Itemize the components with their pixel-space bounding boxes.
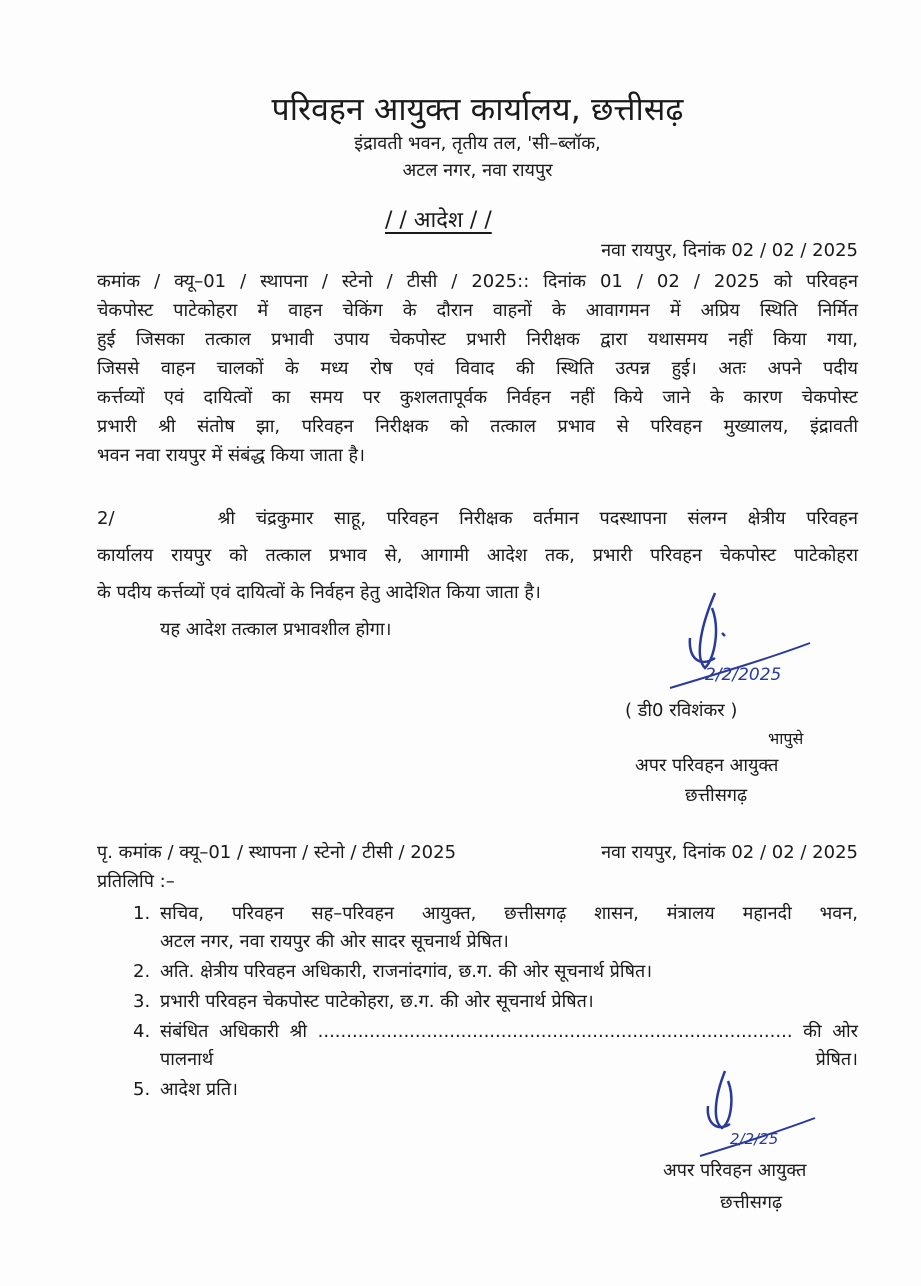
paragraph-line: कमांक / क्यू–01 / स्थापना / स्टेनो / टीसी / 2025:: दिनांक 01 / 02 / 2025 को परिवहन [97,271,858,292]
signatory-name: ( डी0 रविशंकर ) [625,700,738,721]
copy-signatory-block [97,1106,858,1226]
paragraph-1 [97,267,858,470]
paragraph-line: भवन नवा रायपुर में संबंद्ध किया जाता है। [97,445,365,466]
copy-date: नवा रायपुर, दिनांक 02 / 02 / 2025 [601,842,858,863]
order-date: नवा रायपुर, दिनांक 02 / 02 / 2025 [601,240,858,261]
signature-date: 2/2/2025 [705,665,782,685]
signatory-state: छत्तीसगढ़ [685,785,748,806]
order-heading: / / आदेश / / [385,208,492,233]
signature-2 [690,1066,830,1161]
paragraph-line: कार्यालय रायपुर को तत्काल प्रभाव से, आगामी आदेश तक, प्रभारी परिवहन चेकपोस्ट पाटेकोहरा [97,545,858,566]
paragraph-line: जिससे वाहन चालकों के मध्य रोष एवं विवाद की स्थिति उत्पन्न हुई। अतः अपने पदीय [97,358,858,379]
copy-item-text: अटल नगर, नवा रायपुर की ओर सादर सूचनार्थ प्रेषित। [160,931,509,952]
copy-item-text: संबंधित अधिकारी श्री ................................................................................... की ओर पालनार्थ प्रेषित। [160,1021,858,1070]
copy-state: छत्तीसगढ़ [720,1192,783,1213]
signature-1 [660,588,820,698]
signatory-designation: अपर परिवहन आयुक्त [635,755,779,776]
copy-item-text: सचिव, परिवहन सह–परिवहन आयुक्त, छत्तीसगढ़ शासन, मंत्रालय महानदी भवन, [160,903,858,924]
copy-label: प्रतिलिपि :– [97,871,175,892]
paragraph-line: प्रभारी श्री संतोष झा, परिवहन निरीक्षक को तत्काल प्रभाव से परिवहन मुख्यालय, इंद्रावती [97,416,858,437]
paragraph-line: चेकपोस्ट पाटेकोहरा में वाहन चेकिंग के दौरान वाहनों के आवागमन में अप्रिय स्थिति निर्मित [97,300,858,321]
copy-item-text: आदेश प्रति। [160,1079,238,1100]
effective-line: यह आदेश तत्काल प्रभावशील होगा। [160,619,392,640]
copy-item-number: 5. [133,1079,151,1100]
address-line-2: अटल नगर, नवा रायपुर [402,160,553,181]
copy-item [97,900,858,956]
copy-item [97,988,858,1016]
copy-reference: पृ. कमांक / क्यू–01 / स्थापना / स्टेनो / टीसी / 2025 [97,842,457,863]
paragraph-line: 2/ श्री चंद्रकुमार साहू, परिवहन निरीक्षक वर्तमान पदस्थापना संलग्न क्षेत्रीय परिवहन [97,508,858,529]
signature-date: 2/2/25 [730,1130,779,1148]
signatory-service: भापुसे [768,729,804,748]
copy-designation: अपर परिवहन आयुक्त [663,1160,807,1181]
paragraph-line: कर्त्तव्यों एवं दायित्वों का समय पर कुशलतापूर्वक निर्वहन नहीं किये जाने के कारण चेकपोस्ट [97,387,858,408]
address-line-1: इंद्रावती भवन, तृतीय तल, 'सी–ब्लॉक, [354,133,601,154]
copy-header [97,838,858,867]
copy-item-text: अति. क्षेत्रीय परिवहन अधिकारी, राजनांदगांव, छ.ग. की ओर सूचनार्थ प्रेषित। [160,961,653,982]
copy-item-number: 4. [133,1021,151,1042]
copy-item-number: 2. [133,961,151,982]
copy-item-number: 3. [133,991,151,1012]
signatory-block [97,648,858,838]
paragraph-line: हुई जिसका तत्काल प्रभावी उपाय चेकपोस्ट प्रभारी निरीक्षक द्वारा यथासमय नहीं किया गया, [97,329,858,350]
copy-item [97,958,858,986]
paragraph-line: के पदीय कर्त्तव्यों एवं दायित्वों के निर्वहन हेतु आदेशित किया जाता है। [97,582,541,603]
copy-item-number: 1. [133,903,151,924]
copy-item-text: प्रभारी परिवहन चेकपोस्ट पाटेकोहरा, छ.ग. की ओर सूचनार्थ प्रेषित। [160,991,594,1012]
office-title: परिवहन आयुक्त कार्यालय, छत्तीसढ़ [271,90,684,128]
